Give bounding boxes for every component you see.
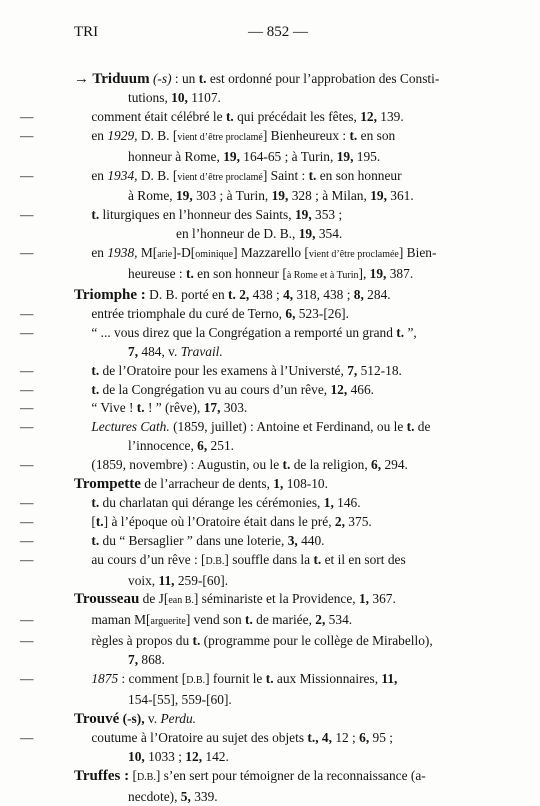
sub-entry: — t. de l’Oratoire pour les examens à l’Universté, 7, 512-18. [20,362,402,378]
header-letters: TRI [74,24,99,40]
sub-entry: — t. du charlatan qui dérange les cérémonies, 1, 146. [20,494,361,510]
line-continuation: à Rome, 19, 303 ; à Turin, 19, 328 ; à Milan, 19, 361. [128,188,414,204]
line-continuation: necdote), 5, 339. [128,788,218,804]
sub-entry: — entrée triomphale du curé de Terno, 6, 523-[26]. [20,305,349,321]
sub-entry: — maman M[arguerite] vend son t. de mariée, 2, 534. [20,612,353,628]
sub-entry: — t. liturgiques en l’honneur des Saints, 19, 353 ; [20,207,343,223]
arrow-icon: → [74,71,89,87]
sub-entry: — t. de la Congrégation vu au cours d’un rêve, 12, 466. [20,381,374,397]
sub-entry: — comment était célébré le t. qui précédait les fêtes, 12, 139. [20,108,404,124]
line-continuation: 10, 1033 ; 12, 142. [128,748,229,764]
sub-entry: — au cours d’un rêve : [D.B.] souffle dans la t. et il en sort des [20,551,406,567]
line-continuation: en l’honneur de D. B., 19, 354. [176,226,343,242]
headword: Truffes : [74,767,130,784]
entry-trompette: Trompette de l’arracheur de dents, 1, 108-10. [74,476,328,493]
sub-entry: — [t.] à l’époque où l’Oratoire était dans le pré, 2, 375. [20,513,372,529]
headword: Triduum [92,71,150,87]
line-continuation: honneur à Rome, 19, 164-65 ; à Turin, 19, 195. [128,148,381,164]
line-continuation: heureuse : t. en son honneur [à Rome et à Turin], 19, 387. [128,266,414,282]
headword: Trouvé [74,710,120,727]
entry-trousseau: Trousseau de J[ean B.] séminariste et la Providence, 1, 367. [74,591,396,608]
line-continuation: l’innocence, 6, 251. [128,438,234,454]
entry-triomphe: Triomphe : D. B. porté en t. 2, 438 ; 4, 318, 438 ; 8, 284. [74,286,391,303]
page-number: — 852 — [248,24,308,40]
line-continuation: 154-[55], 559-[60]. [128,692,232,707]
sub-entry: — (1859, novembre) : Augustin, ou le t. de la religion, 6, 294. [20,457,408,473]
sub-entry: — coutume à l’Oratoire au sujet des objets t., 4, 12 ; 6, 95 ; [20,729,393,745]
entry-trouve: Trouvé (-s), v. Perdu. [74,710,197,727]
headword: Trousseau [74,591,140,608]
sub-entry: — en 1938, M[arie]-D[ominique] Mazzarello [vient d’être proclamée] Bien- [20,245,437,261]
sub-entry: — 1875 : comment [D.B.] fournit le t. aux Missionnaires, 11, [20,671,398,687]
sub-entry: — en 1929, D. B. [vient d’être proclamé] Bienheureux : t. en son [20,127,396,143]
headword: Triomphe : [74,286,146,303]
sub-entry: — Lectures Cath. (1859, juillet) : Antoine et Ferdinand, ou le t. de [20,419,431,435]
index-body [20,70,474,806]
line-continuation: tutions, 10, 1107. [128,89,221,105]
line-continuation: voix, 11, 259-[60]. [128,572,229,588]
sub-entry: — règles à propos du t. (programme pour le collège de Mirabello), [20,633,433,649]
entry-triduum: → Triduum (-s) : un t. est ordonné pour l’approbation des Consti- [74,71,440,87]
running-header [74,24,474,46]
entry-truffes: Truffes : [D.B.] s’en sert pour témoigner de la reconnaissance (a- [74,767,426,784]
sub-entry: — t. du “ Bersaglier ” dans une loterie, 3, 440. [20,532,325,548]
line-continuation: 7, 484, v. Travail. [128,343,223,359]
headword: Trompette [74,476,141,493]
sub-entry: — “ Vive ! t. ! ” (rêve), 17, 303. [20,400,248,416]
line-continuation: 7, 868. [128,652,165,668]
sub-entry: — “ ... vous direz que la Congrégation a remporté un grand t. ”, [20,324,417,340]
sub-entry: — en 1934, D. B. [vient d’être proclamé] Saint : t. en son honneur [20,167,402,183]
